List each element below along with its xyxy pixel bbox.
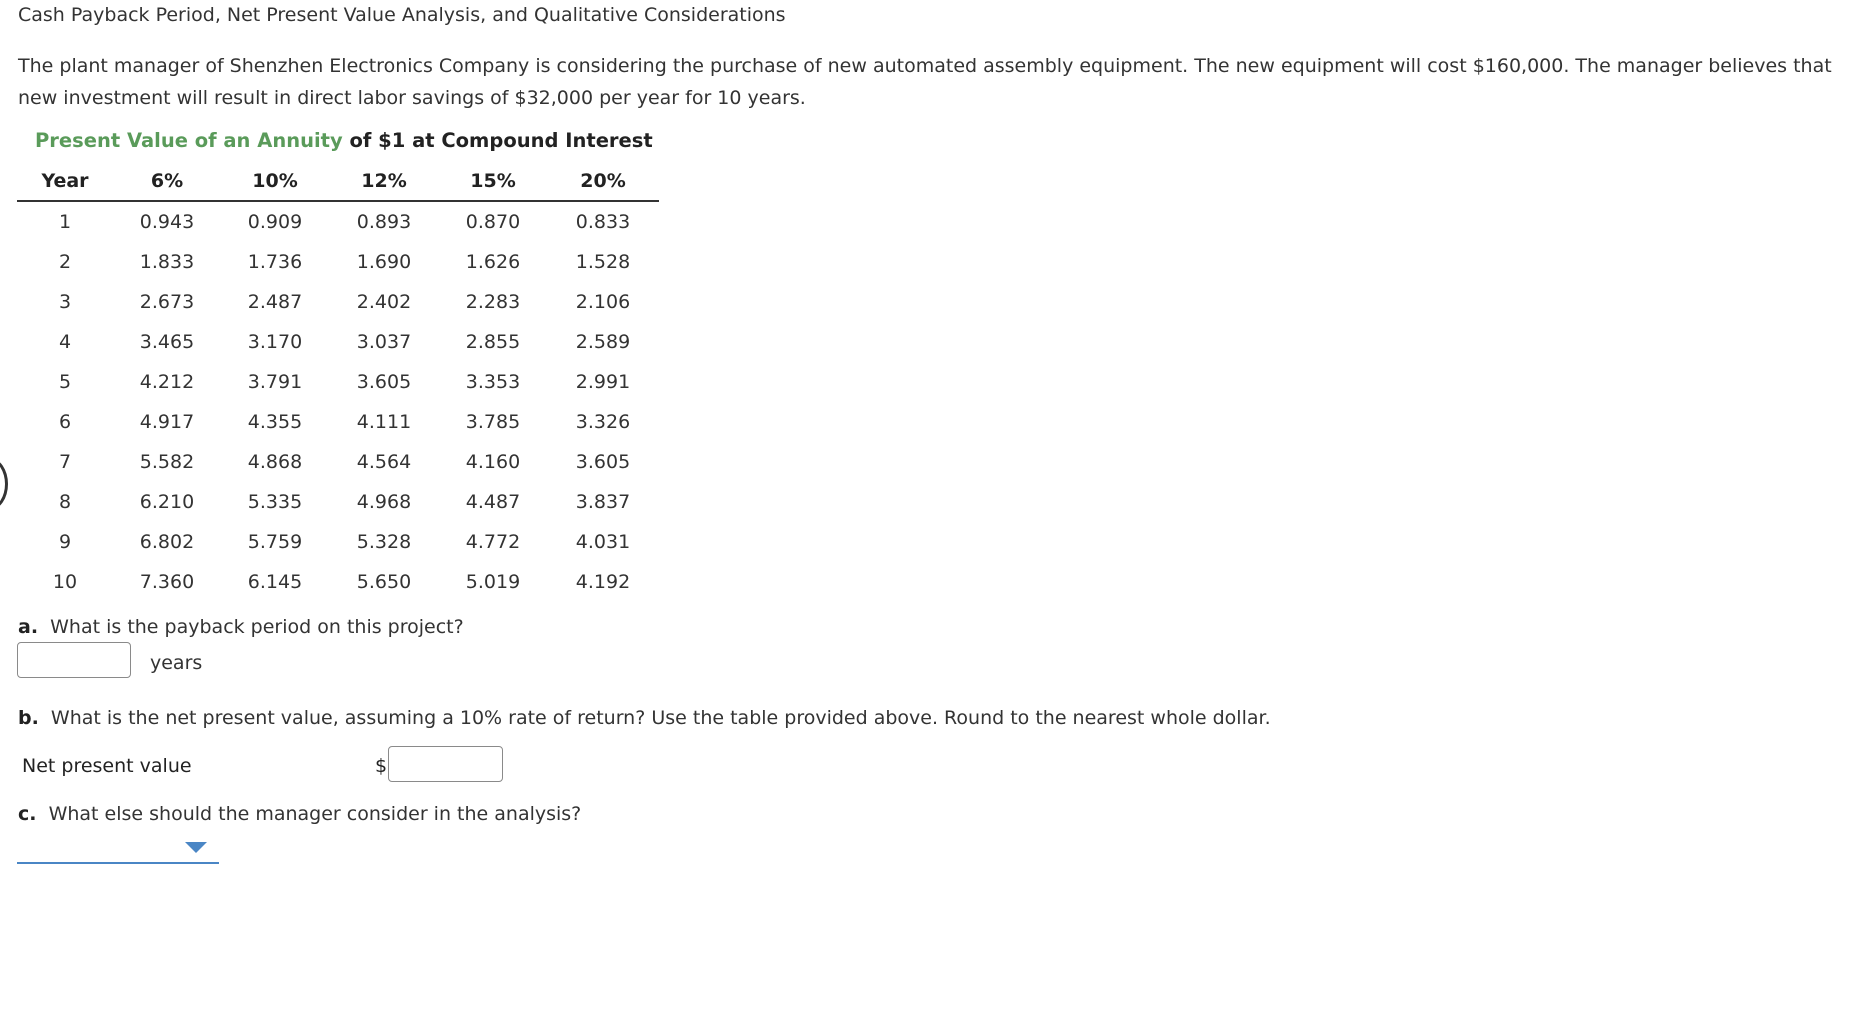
table-cell: 0.833 xyxy=(575,211,631,233)
table-cell: 1.528 xyxy=(575,251,631,273)
table-cell: 4.031 xyxy=(575,531,631,553)
pv-header-20pct: 20% xyxy=(547,162,659,201)
table-cell: 7 xyxy=(58,451,72,473)
table-cell: 5.328 xyxy=(356,531,412,553)
question-a-text: What is the payback period on this project? xyxy=(50,616,464,638)
table-row xyxy=(17,242,659,282)
table-cell: 5.335 xyxy=(247,491,303,513)
net-present-value-label: Net present value xyxy=(22,755,192,777)
page-title: Cash Payback Period, Net Present Value Analysis, and Qualitative Considerations xyxy=(18,4,786,26)
table-cell: 4.968 xyxy=(356,491,412,513)
table-cell: 4.111 xyxy=(356,411,412,433)
pv-header-12pct: 12% xyxy=(329,162,439,201)
pv-header-6pct: 6% xyxy=(113,162,221,201)
table-cell: 1.690 xyxy=(356,251,412,273)
question-b-letter: b. xyxy=(18,707,39,729)
table-cell: 5.019 xyxy=(465,571,521,593)
table-row xyxy=(17,322,659,362)
table-cell: 3.326 xyxy=(575,411,631,433)
table-cell: 0.943 xyxy=(139,211,195,233)
table-row xyxy=(17,362,659,402)
table-cell: 3.791 xyxy=(247,371,303,393)
payback-period-input[interactable] xyxy=(17,642,131,678)
table-row xyxy=(17,482,659,522)
scroll-indicator xyxy=(0,458,8,510)
table-cell: 3.353 xyxy=(465,371,521,393)
table-cell: 1.833 xyxy=(139,251,195,273)
pv-header-10pct: 10% xyxy=(221,162,329,201)
table-cell: 6.210 xyxy=(139,491,195,513)
problem-statement-line-2: new investment will result in direct labor savings of $32,000 per year for 10 years. xyxy=(18,87,806,109)
pv-table-header-row xyxy=(17,162,659,201)
table-cell: 1.736 xyxy=(247,251,303,273)
table-cell: 2.487 xyxy=(247,291,303,313)
problem-statement xyxy=(18,50,1858,114)
table-cell: 4.212 xyxy=(139,371,195,393)
table-cell: 5.650 xyxy=(356,571,412,593)
chevron-down-icon[interactable] xyxy=(185,842,207,853)
pv-header-year: Year xyxy=(17,162,113,201)
table-cell: 3.785 xyxy=(465,411,521,433)
table-cell: 3 xyxy=(58,291,72,313)
table-cell: 4.487 xyxy=(465,491,521,513)
table-cell: 4.917 xyxy=(139,411,195,433)
table-cell: 10 xyxy=(52,571,78,593)
table-cell: 4.772 xyxy=(465,531,521,553)
question-a-letter: a. xyxy=(18,616,39,638)
table-cell: 3.170 xyxy=(247,331,303,353)
table-cell: 0.909 xyxy=(247,211,303,233)
table-cell: 3.465 xyxy=(139,331,195,353)
table-row xyxy=(17,562,659,602)
table-cell: 7.360 xyxy=(139,571,195,593)
table-cell: 2.855 xyxy=(465,331,521,353)
table-cell: 6.802 xyxy=(139,531,195,553)
table-row xyxy=(17,442,659,482)
table-cell: 2.991 xyxy=(575,371,631,393)
currency-symbol: $ xyxy=(375,755,388,777)
table-row xyxy=(17,201,659,242)
table-cell: 6.145 xyxy=(247,571,303,593)
table-cell: 2.402 xyxy=(356,291,412,313)
table-cell: 3.837 xyxy=(575,491,631,513)
table-cell: 6 xyxy=(58,411,72,433)
table-row xyxy=(17,402,659,442)
pv-annuity-link[interactable]: Present Value of an Annuity xyxy=(35,129,343,152)
table-cell: 3.605 xyxy=(575,451,631,473)
pv-table-title xyxy=(35,129,653,152)
pv-table-title-rest: of $1 at Compound Interest xyxy=(342,129,653,152)
table-cell: 4.564 xyxy=(356,451,412,473)
table-cell: 4.192 xyxy=(575,571,631,593)
question-c xyxy=(18,803,581,825)
question-c-letter: c. xyxy=(18,803,37,825)
question-a xyxy=(18,616,464,638)
table-cell: 4 xyxy=(58,331,72,353)
table-cell: 0.893 xyxy=(356,211,412,233)
table-cell: 0.870 xyxy=(465,211,521,233)
years-unit-label: years xyxy=(150,652,203,674)
table-cell: 3.037 xyxy=(356,331,412,353)
question-b xyxy=(18,707,1271,729)
table-cell: 2 xyxy=(58,251,72,273)
problem-statement-line-1: The plant manager of Shenzhen Electronics Company is considering the purchase of new automated assembly equipment. The new equipment will cost $160,000. The manager believes that xyxy=(18,55,1832,77)
table-cell: 2.673 xyxy=(139,291,195,313)
table-cell: 2.106 xyxy=(575,291,631,313)
question-b-text: What is the net present value, assuming a 10% rate of return? Use the table provided above. Round to the nearest whole dollar. xyxy=(50,707,1271,729)
table-cell: 4.355 xyxy=(247,411,303,433)
net-present-value-input[interactable] xyxy=(388,746,503,782)
pv-header-15pct: 15% xyxy=(439,162,547,201)
table-cell: 5.759 xyxy=(247,531,303,553)
pv-annuity-table xyxy=(17,162,659,602)
table-cell: 5.582 xyxy=(139,451,195,473)
table-cell: 4.868 xyxy=(247,451,303,473)
table-cell: 2.589 xyxy=(575,331,631,353)
table-row xyxy=(17,282,659,322)
table-cell: 1 xyxy=(58,211,72,233)
table-cell: 3.605 xyxy=(356,371,412,393)
table-cell: 5 xyxy=(58,371,72,393)
table-cell: 2.283 xyxy=(465,291,521,313)
table-cell: 9 xyxy=(58,531,72,553)
table-cell: 1.626 xyxy=(465,251,521,273)
table-cell: 8 xyxy=(58,491,72,513)
question-c-text: What else should the manager consider in the analysis? xyxy=(48,803,582,825)
table-row xyxy=(17,522,659,562)
table-cell: 4.160 xyxy=(465,451,521,473)
